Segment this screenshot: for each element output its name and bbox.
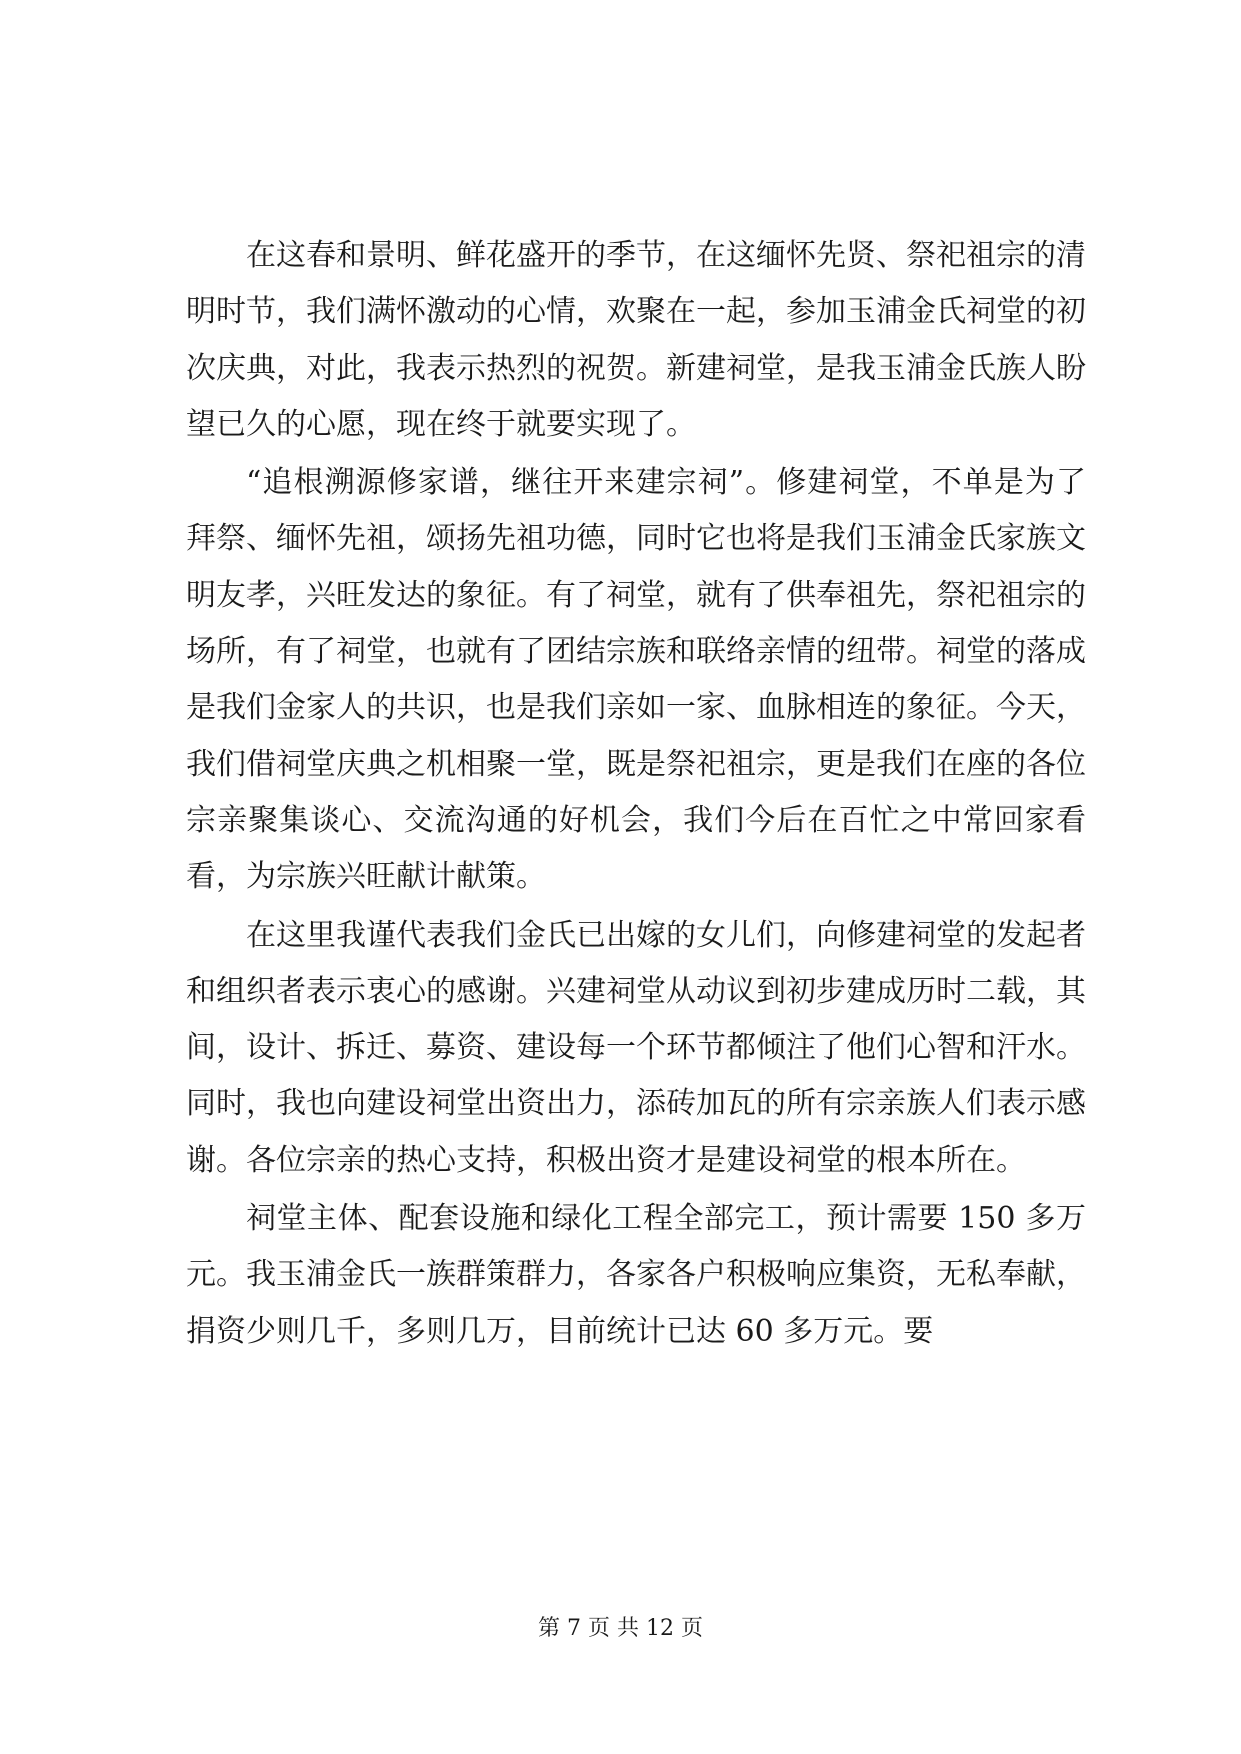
- document-body: [186, 228, 1086, 1362]
- page-number-label: 第 7 页 共 12 页: [538, 1616, 703, 1641]
- page-footer: [0, 1614, 1241, 1644]
- paragraph-1: 在这春和景明、鲜花盛开的季节，在这缅怀先贤、祭祀祖宗的清明时节，我们满怀激动的心情，欢聚在一起，参加玉浦金氏祠堂的初次庆典，对此，我表示热烈的祝贺。新建祠堂，是我玉浦金氏族人盼望已久的心愿，现在终于就要实现了。: [186, 238, 1086, 442]
- paragraph-2: “追根溯源修家谱，继往开来建宗祠”。修建祠堂，不单是为了拜祭、缅怀先祖，颂扬先祖功德，同时它也将是我们玉浦金氏家族文明友孝，兴旺发达的象征。有了祠堂，就有了供奉祖先，祭祀祖宗的场所，有了祠堂，也就有了团结宗族和联络亲情的纽带。祠堂的落成是我们金家人的共识，也是我们亲如一家、血脉相连的象征。今天，我们借祠堂庆典之机相聚一堂，既是祭祀祖宗，更是我们在座的各位宗亲聚集谈心、交流沟通的好机会，我们今后在百忙之中常回家看看，为宗族兴旺献计献策。: [186, 465, 1086, 895]
- paragraph-4: 祠堂主体、配套设施和绿化工程全部完工，预计需要 150 多万元。我玉浦金氏一族群策群力，各家各户积极响应集资，无私奉献，捐资少则几千，多则几万，目前统计已达 60 多万元。要: [186, 1201, 1086, 1349]
- paragraph-3: 在这里我谨代表我们金氏已出嫁的女儿们，向修建祠堂的发起者和组织者表示衷心的感谢。兴建祠堂从动议到初步建成历时二载，其间，设计、拆迁、募资、建设每一个环节都倾注了他们心智和汗水。同时，我也向建设祠堂出资出力，添砖加瓦的所有宗亲族人们表示感谢。各位宗亲的热心支持，积极出资才是建设祠堂的根本所在。: [186, 917, 1086, 1178]
